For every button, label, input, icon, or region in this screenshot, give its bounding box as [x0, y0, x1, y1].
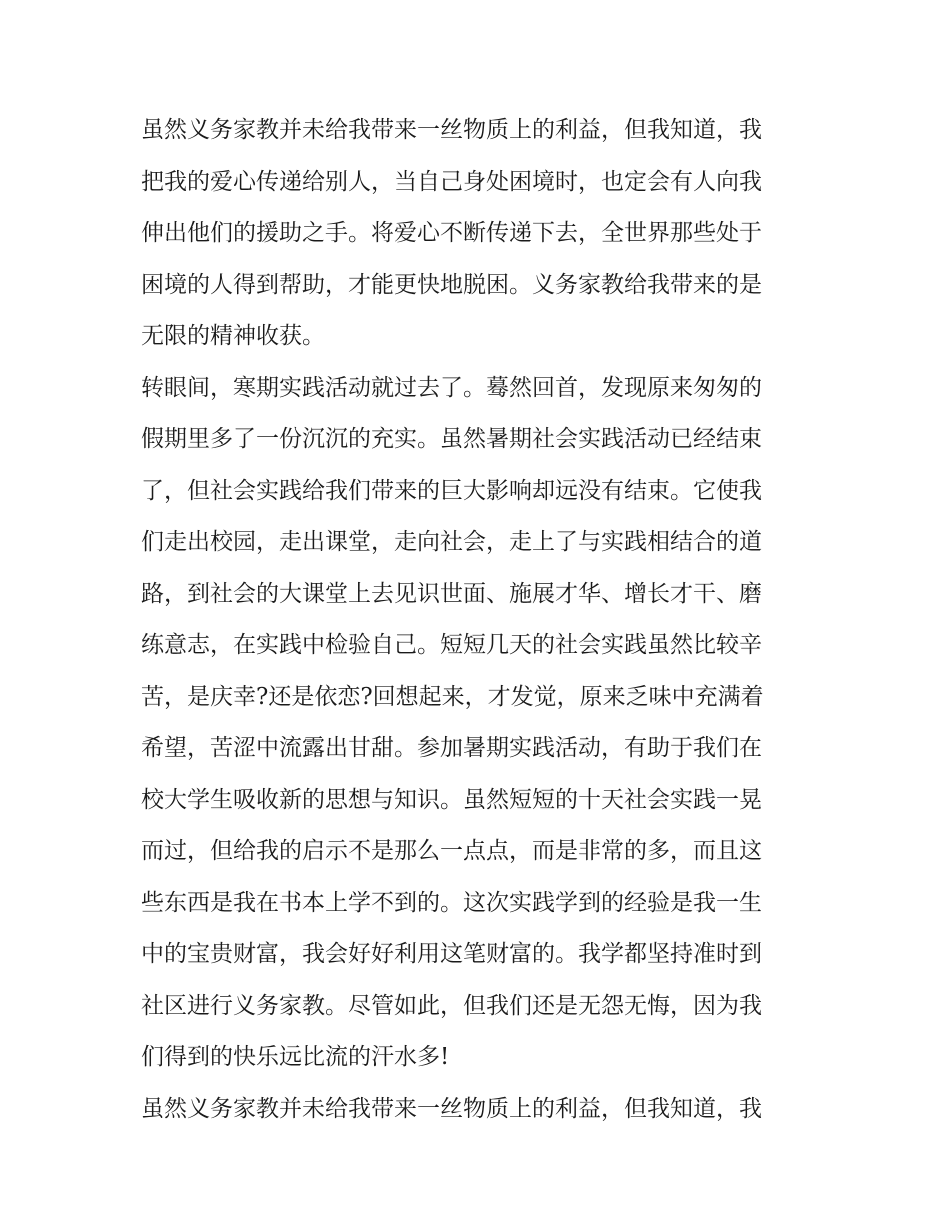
paragraph-3 — [141, 1084, 813, 1136]
text-line: 无限的精神收获。 — [141, 323, 325, 349]
text-line: 把我的爱心传递给别人，当自己身处困境时，也定会有人向我 — [141, 168, 762, 195]
text-line: 中的宝贵财富，我会好好利用这笔财富的。我学都坚持准时到 — [141, 941, 762, 967]
text-line: 路，到社会的大课堂上去见识世面、施展才华、增长才干、磨 — [141, 580, 762, 607]
text-line: 些东西是我在书本上学不到的。这次实践学到的经验是我一生 — [141, 889, 762, 916]
text-line: 而过，但给我的启示不是那么一点点，而是非常的多，而且这 — [141, 838, 762, 864]
text-line: 了，但社会实践给我们带来的巨大影响却远没有结束。它使我 — [141, 477, 762, 504]
text-line: 希望，苦涩中流露出甘甜。参加暑期实践活动，有助于我们在 — [141, 735, 762, 761]
text-line: 假期里多了一份沉沉的充实。虽然暑期社会实践活动已经结束 — [141, 426, 762, 452]
text-line: 社区进行义务家教。尽管如此，但我们还是无怨无悔，因为我 — [141, 992, 762, 1019]
paragraph-2 — [141, 363, 813, 1084]
text-line: 伸出他们的援助之手。将爱心不断传递下去，全世界那些处于 — [141, 220, 762, 246]
text-line: 们得到的快乐远比流的汗水多! — [141, 1044, 450, 1070]
text-line: 苦，是庆幸?还是依恋?回想起来，才发觉，原来乏味中充满着 — [141, 683, 764, 710]
document-body — [141, 105, 813, 1135]
paragraph-1 — [141, 105, 813, 363]
text-line: 们走出校园，走出课堂，走向社会，走上了与实践相结合的道 — [141, 529, 762, 555]
text-line: 困境的人得到帮助，才能更快地脱困。义务家教给我带来的是 — [141, 271, 762, 298]
text-line: 转眼间，寒期实践活动就过去了。蓦然回首，发现原来匆匆的 — [141, 374, 762, 401]
text-line: 练意志，在实践中检验自己。短短几天的社会实践虽然比较辛 — [141, 632, 762, 658]
text-line: 虽然义务家教并未给我带来一丝物质上的利益，但我知道，我 — [141, 1095, 762, 1122]
text-line: 虽然义务家教并未给我带来一丝物质上的利益，但我知道，我 — [141, 117, 762, 143]
text-line: 校大学生吸收新的思想与知识。虽然短短的十天社会实践一晃 — [141, 786, 762, 813]
